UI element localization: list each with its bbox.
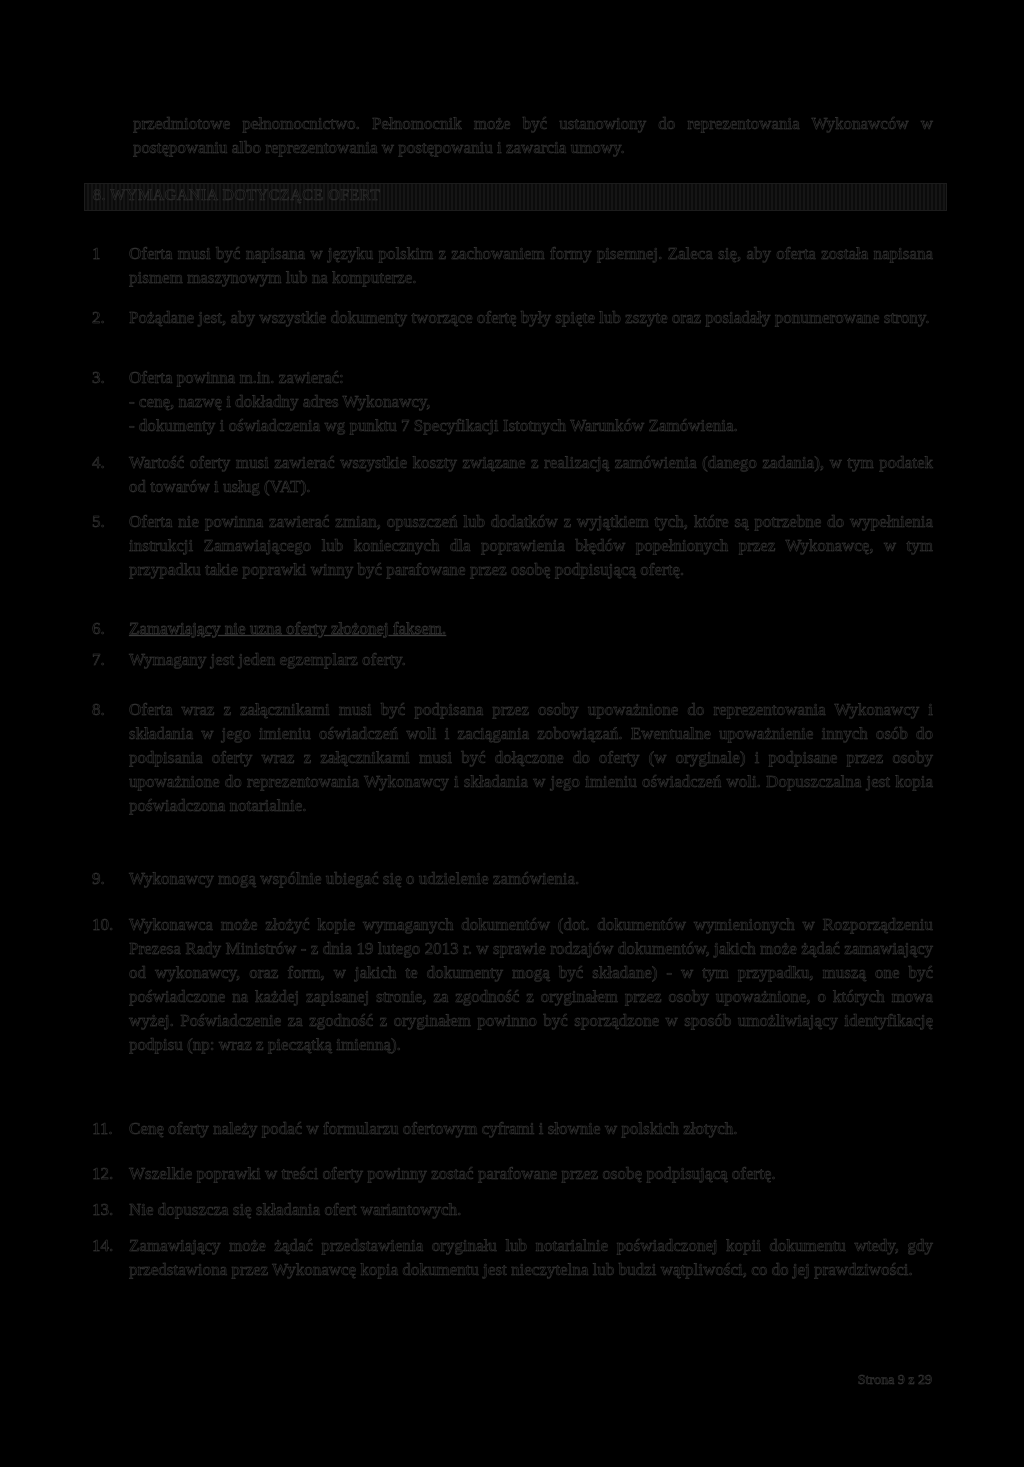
list-item: [92, 1117, 933, 1141]
item-number: 7.: [92, 650, 105, 669]
list-item: [92, 1234, 933, 1282]
list-item: [92, 867, 933, 891]
list-item: [92, 648, 933, 672]
item-number: 4.: [92, 453, 105, 472]
item-text: Zamawiający nie uzna oferty złożonej faksem.: [129, 619, 447, 638]
item-text: Oferta musi być napisana w języku polskim z zachowaniem formy pisemnej. Zaleca się, aby oferta została napisana pismem maszynowym lub na komputerze.: [129, 244, 933, 287]
item-number: 11.: [92, 1119, 113, 1138]
list-item: [92, 306, 933, 330]
item-text: Zamawiający może żądać przedstawienia oryginału lub notarialnie poświadczonej kopii dokumentu wtedy, gdy przedstawiona przez Wykonawcę kopia dokumentu jest nieczytelna lub budzi wątpliwości, co do jej prawdziwości.: [129, 1236, 933, 1279]
item-text: Wykonawca może złożyć kopie wymaganych dokumentów (dot. dokumentów wymienionych w Rozporządzeniu Prezesa Rady Ministrów - z dnia 19 lutego 2013 r. w sprawie rodzajów dokumentów, jakich może żądać zamawiający od wykonawcy, oraz form, w jakich te dokumenty mogą być składane) - w tym przypadku, muszą one być poświadczone na każdej zapisanej stronie, za zgodność z oryginałem przez osoby upoważnione, o których mowa wyżej. Poświadczenie za zgodność z oryginałem powinno być sporządzone w sposób umożliwiający identyfikację podpisu (np: wraz z pieczątką imienną).: [129, 915, 933, 1054]
item-text: Cenę oferty należy podać w formularzu ofertowym cyframi i słownie w polskich złotych.: [129, 1119, 738, 1138]
item-text: Oferta wraz z załącznikami musi być podpisana przez osoby upoważnione do reprezentowania Wykonawcy i składania w jego imieniu oświadczeń woli i zaciągania zobowiązań. Ewentualne upoważnienie innych osób do podpisania oferty wraz z załącznikami musi być dołączone do oferty (w oryginale) i podpisane przez osoby upoważnione do reprezentowania Wykonawcy i składania w jego imieniu oświadczeń woli. Dopuszczalna jest kopia poświadczona notarialnie.: [129, 700, 933, 815]
list-item: [92, 510, 933, 582]
item-text: Wykonawcy mogą wspólnie ubiegać się o udzielenie zamówienia.: [129, 869, 580, 888]
item-text: Wymagany jest jeden egzemplarz oferty.: [129, 650, 406, 669]
list-item: [92, 451, 933, 499]
item-number: 14.: [92, 1236, 114, 1255]
item-text: Nie dopuszcza się składania ofert wariantowych.: [129, 1200, 462, 1219]
item-text: Wartość oferty musi zawierać wszystkie koszty związane z realizacją zamówienia (danego zadania), w tym podatek od towarów i usług (VAT).: [129, 453, 933, 496]
sub-item: - dokumenty i oświadczenia wg punktu 7 Specyfikacji Istotnych Warunków Zamówienia.: [129, 416, 738, 435]
page-number: Strona 9 z 29: [857, 1373, 932, 1388]
item-number: 9.: [92, 869, 105, 888]
item-number: 6.: [92, 619, 105, 638]
list-item: [92, 698, 933, 818]
item-number: 13.: [92, 1200, 114, 1219]
list-item: [92, 617, 933, 641]
list-item: [92, 913, 933, 1057]
list-item: [92, 366, 933, 438]
item-text: Wszelkie poprawki w treści oferty powinny zostać parafowane przez osobę podpisującą ofertę.: [129, 1164, 776, 1183]
intro-paragraph: przedmiotowe pełnomocnictwo. Pełnomocnik może być ustanowiony do reprezentowania Wykonawców w postępowaniu albo reprezentowania w postępowaniu i zawarcia umowy.: [133, 114, 933, 157]
item-number: 8.: [92, 700, 105, 719]
list-item: [92, 1162, 933, 1186]
item-text: Oferta powinna m.in. zawierać:: [129, 368, 344, 387]
item-number: 1: [92, 244, 101, 263]
item-number: 2.: [92, 308, 105, 327]
section-heading-bar: [84, 183, 947, 211]
item-text: Pożądane jest, aby wszystkie dokumenty tworzące ofertę były spięte lub zszyte oraz posiadały ponumerowane strony.: [129, 308, 930, 327]
list-item: [92, 1198, 933, 1222]
item-number: 3.: [92, 368, 105, 387]
item-number: 5.: [92, 512, 105, 531]
item-number: 12.: [92, 1164, 114, 1183]
section-heading: 8. WYMAGANIA DOTYCZĄCE OFERT: [93, 187, 381, 204]
item-text: Oferta nie powinna zawierać zmian, opuszczeń lub dodatków z wyjątkiem tych, które są potrzebne do wypełnienia instrukcji Zamawiającego lub koniecznych dla poprawienia błędów popełnionych przez Wykonawcę, w tym przypadku takie poprawki winny być parafowane przez osobę podpisującą ofertę.: [129, 512, 933, 579]
sub-item: - cenę, nazwę i dokładny adres Wykonawcy,: [129, 392, 431, 411]
item-number: 10.: [92, 915, 114, 934]
list-item: [92, 242, 933, 290]
